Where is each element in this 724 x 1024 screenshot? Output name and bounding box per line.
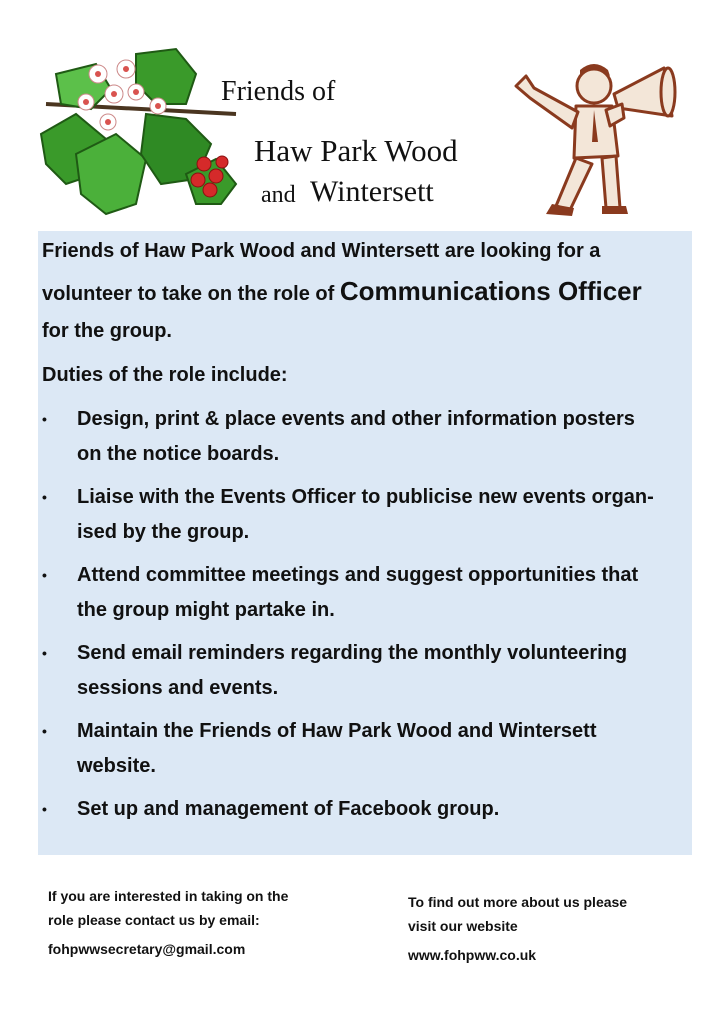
website-line-1: To find out more about us please — [408, 894, 628, 910]
duties-list — [42, 402, 686, 835]
bullet-marker: • — [42, 489, 47, 505]
list-item — [42, 792, 686, 827]
header-friends-of: Friends of — [221, 76, 336, 107]
list-item — [42, 714, 686, 784]
intro-line-2 — [42, 276, 692, 307]
duty-text-line: Maintain the Friends of Haw Park Wood and Wintersett — [77, 720, 597, 742]
bullet-marker: • — [42, 723, 47, 739]
duty-text-line: on the notice boards. — [77, 443, 280, 465]
role-title: Communications Officer — [339, 276, 642, 306]
contact-line-1: If you are interested in taking on the — [48, 888, 289, 904]
duty-text-line: the group might partake in. — [77, 599, 335, 621]
header-and: and — [261, 182, 296, 208]
contact-line-2: role please contact us by email: — [48, 912, 260, 928]
duty-text-line: Liaise with the Events Officer to publicise new events organ- — [77, 486, 654, 508]
intro-line-1: Friends of Haw Park Wood and Wintersett are looking for a — [42, 240, 601, 262]
hawthorn-branch-logo — [36, 44, 252, 220]
duty-text-line: website. — [77, 755, 156, 777]
header-wintersett: Wintersett — [310, 175, 434, 208]
duty-text-line: Attend committee meetings and suggest opportunities that — [77, 564, 639, 586]
website-instructions — [408, 890, 627, 938]
man-with-megaphone-illustration — [494, 46, 684, 222]
contact-email[interactable]: fohpwwsecretary@gmail.com — [48, 941, 246, 957]
duty-text-line: Set up and management of Facebook group. — [77, 798, 500, 820]
intro-line-2-prefix: volunteer to take on the role of — [42, 283, 335, 305]
list-item — [42, 558, 686, 628]
duties-heading: Duties of the role include: — [42, 364, 288, 386]
bullet-marker: • — [42, 645, 47, 661]
duty-text-line: Design, print & place events and other information posters — [77, 408, 635, 430]
duty-text-line: sessions and events. — [77, 677, 279, 699]
website-link[interactable]: www.fohpww.co.uk — [408, 947, 537, 963]
website-line-2: visit our website — [408, 918, 518, 934]
list-item — [42, 402, 686, 472]
list-item — [42, 480, 686, 550]
duty-text-line: Send email reminders regarding the monthly volunteering — [77, 642, 628, 664]
intro-line-3: for the group. — [42, 320, 172, 342]
header-haw-park-wood: Haw Park Wood — [254, 133, 458, 168]
bullet-marker: • — [42, 567, 47, 583]
list-item — [42, 636, 686, 706]
bullet-marker: • — [42, 411, 47, 427]
bullet-marker: • — [42, 801, 47, 817]
contact-instructions — [48, 884, 288, 932]
duty-text-line: ised by the group. — [77, 521, 250, 543]
